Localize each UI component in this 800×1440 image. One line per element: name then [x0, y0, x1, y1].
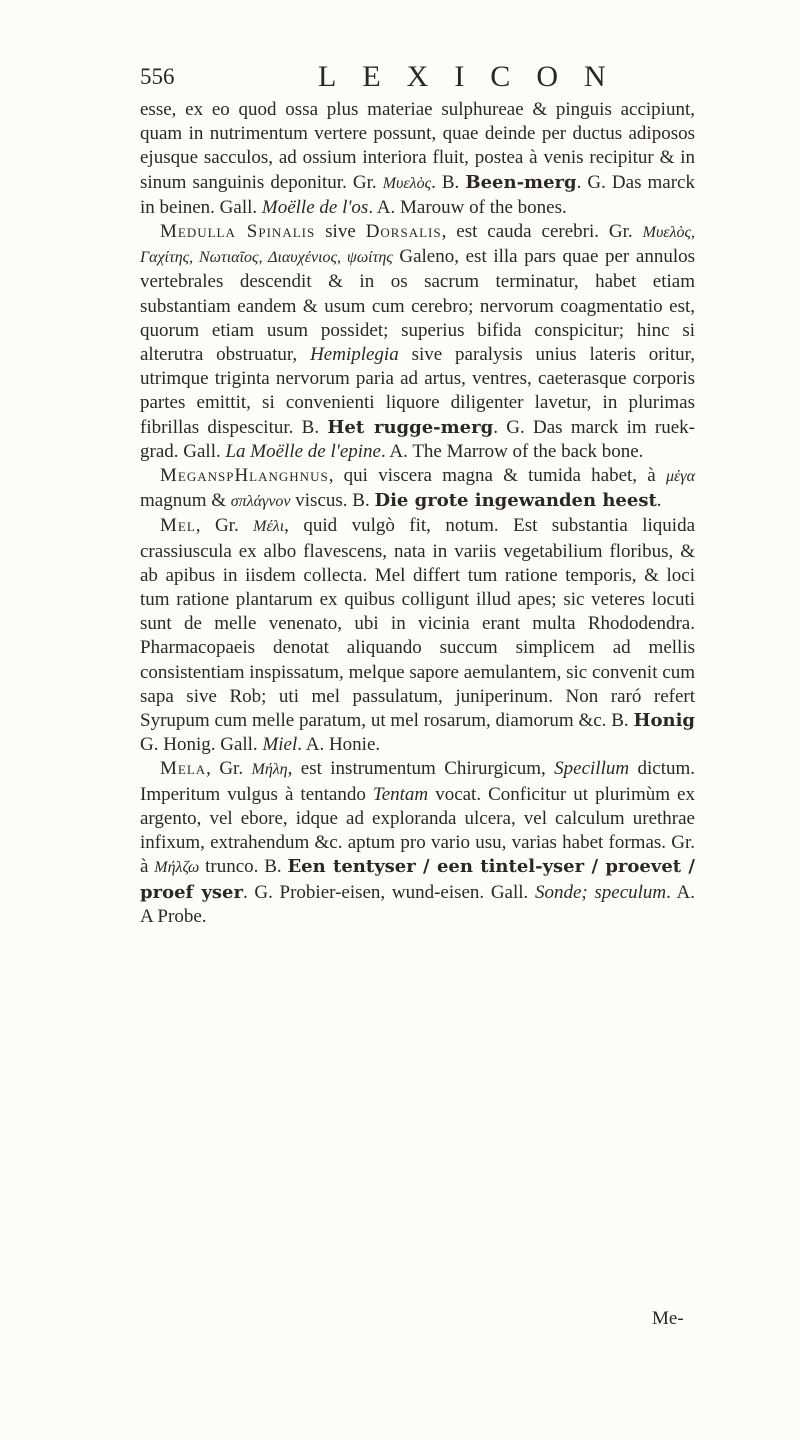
greek-term: Μυελὸς: [382, 174, 432, 192]
lexicon-entry: [140, 98, 695, 220]
entry-text: , Gr.: [206, 758, 252, 780]
dutch-term: Been-merg: [465, 171, 577, 193]
entry-text: vocat. Conficitur ut plurimùm ex argento, vel ebore, idque ad exploranda ulcera, vel calculum urethrae infixum, extrahendum &c. aptum pro vario usu, varias habet formas. Gr. à: [140, 783, 695, 878]
page-number: 556: [140, 64, 175, 89]
catchword: Me-: [652, 1308, 684, 1329]
entry-text: . A. A Probe.: [140, 881, 695, 927]
entry-text: . G. Probier-eisen, wund-eisen. Gall.: [242, 881, 535, 903]
entry-text: , est instrumentum Chirurgicum,: [287, 758, 555, 780]
running-title: LEXICON: [318, 60, 632, 93]
lexicon-text: [140, 98, 695, 929]
entry-text: . A. Marouw of the bones.: [368, 196, 567, 218]
greek-term: Μυελὸς, Γαχίτης, Νωτιαῖος, Διαυχένιος, ψωίτης: [140, 224, 696, 267]
entry-text: . G. Das marck im ruek-grad. Gall.: [140, 416, 695, 462]
entry-text: .: [656, 490, 662, 512]
dutch-term: Die grote ingewanden heest: [374, 490, 657, 512]
entry-text: magnum &: [140, 490, 231, 512]
entry-text: trunco. B.: [199, 856, 288, 878]
entry-text: viscus. B.: [290, 490, 375, 512]
greek-term: σπλάγνον: [230, 493, 291, 511]
italic-term: Moëlle de l'os: [261, 196, 369, 218]
headword: Mel: [160, 515, 196, 537]
entry-text: , quid vulgò fit, notum. Est substantia liquida crassiuscula ex albo flavescens, nata in variis vegetabilium floribus, & ab apibus in iisdem collecta. Mel differt tum ratione temporis, & loci tum ratione plantarum ex quibus colligunt illud apes; sic veteres locuti sunt de melle venenato, ubi in vicinia erant multa Rhododendra. Pharmacopaeis denotat aliquando succum simplicem ad mellis consistentiam inspissatum, melque sapore aemulantem, sic convenit cum sapa sive Rob; uti mel passulatum, juniperinum. Non raró refert Syrupum cum melle paratum, ut mel rosarum, diamorum &c. B.: [140, 515, 695, 732]
italic-term: Miel: [262, 734, 298, 756]
italic-term: La Moëlle de l'epine: [225, 440, 381, 462]
lexicon-entry: [140, 464, 695, 514]
entry-text: . G. Das marck in beinen. Gall.: [140, 171, 695, 218]
entry-text: Galeno, est illa pars quae per annulos vertebrales descendit & in os sacrum terminatur, habet etiam substantiam eandem & usum cum cerebro; nervorum coagmentatio est, quorum etiam usum possidet; superius bifida conspicitur; hinc si alterutra obstruatur,: [140, 246, 695, 366]
lexicon-entry: [140, 757, 695, 928]
headword: Medulla Spinalis: [160, 221, 316, 243]
entry-text: , qui viscera magna & tumida habet, à: [328, 465, 666, 487]
headword: Dorsalis: [365, 221, 442, 243]
dutch-term: Het rugge-merg: [327, 416, 494, 438]
entry-text: , est cauda cerebri. Gr.: [441, 221, 643, 243]
entry-text: esse, ex eo quod ossa plus materiae sulphureae & pinguis accipiunt, quam in nutrimentum vertere possunt, quae deinde per ductus adiposos ejusque sacculos, ad ossium interiora fluit, postea à venis recipitur & in sinum sanguinis deponitur. Gr.: [140, 99, 695, 193]
italic-term: Specillum: [554, 758, 630, 780]
entry-text: G. Honig. Gall.: [140, 734, 263, 756]
lexicon-entry: [140, 220, 695, 464]
headword: MeganspHlanghnus: [160, 465, 329, 487]
greek-term: Μήλη: [251, 761, 288, 779]
italic-term: Sonde; speculum: [534, 881, 667, 903]
entry-text: dictum. Imperitum vulgus à tentando: [140, 758, 695, 805]
italic-term: Tentam: [372, 783, 429, 805]
headword: Mela: [160, 758, 207, 780]
entry-text: . A. Honie.: [297, 734, 381, 756]
entry-text: sive: [315, 221, 366, 243]
page-header: [140, 60, 700, 100]
dutch-term: Honig: [633, 710, 695, 732]
entry-text: , Gr.: [195, 515, 254, 537]
dutch-term: Een tentyser / een tintel-yser / proevet / proef yser: [140, 856, 695, 903]
entry-text: . B.: [431, 171, 466, 193]
entry-text: sive paralysis unius lateris oritur, utrimque triginta nervorum paria ad artus, ventres, caeterasque corporis partes emittit, si convenienti liquore diligenter lavetur, in plurimas fibrillas dispescitur. B.: [140, 344, 695, 438]
greek-term: Μήλζω: [154, 859, 200, 877]
greek-term: μέγα: [665, 468, 695, 486]
greek-term: Μέλι: [253, 518, 285, 536]
lexicon-entry: [140, 514, 695, 757]
entry-text: . A. The Marrow of the back bone.: [380, 440, 644, 462]
italic-term: Hemiplegia: [310, 344, 399, 366]
